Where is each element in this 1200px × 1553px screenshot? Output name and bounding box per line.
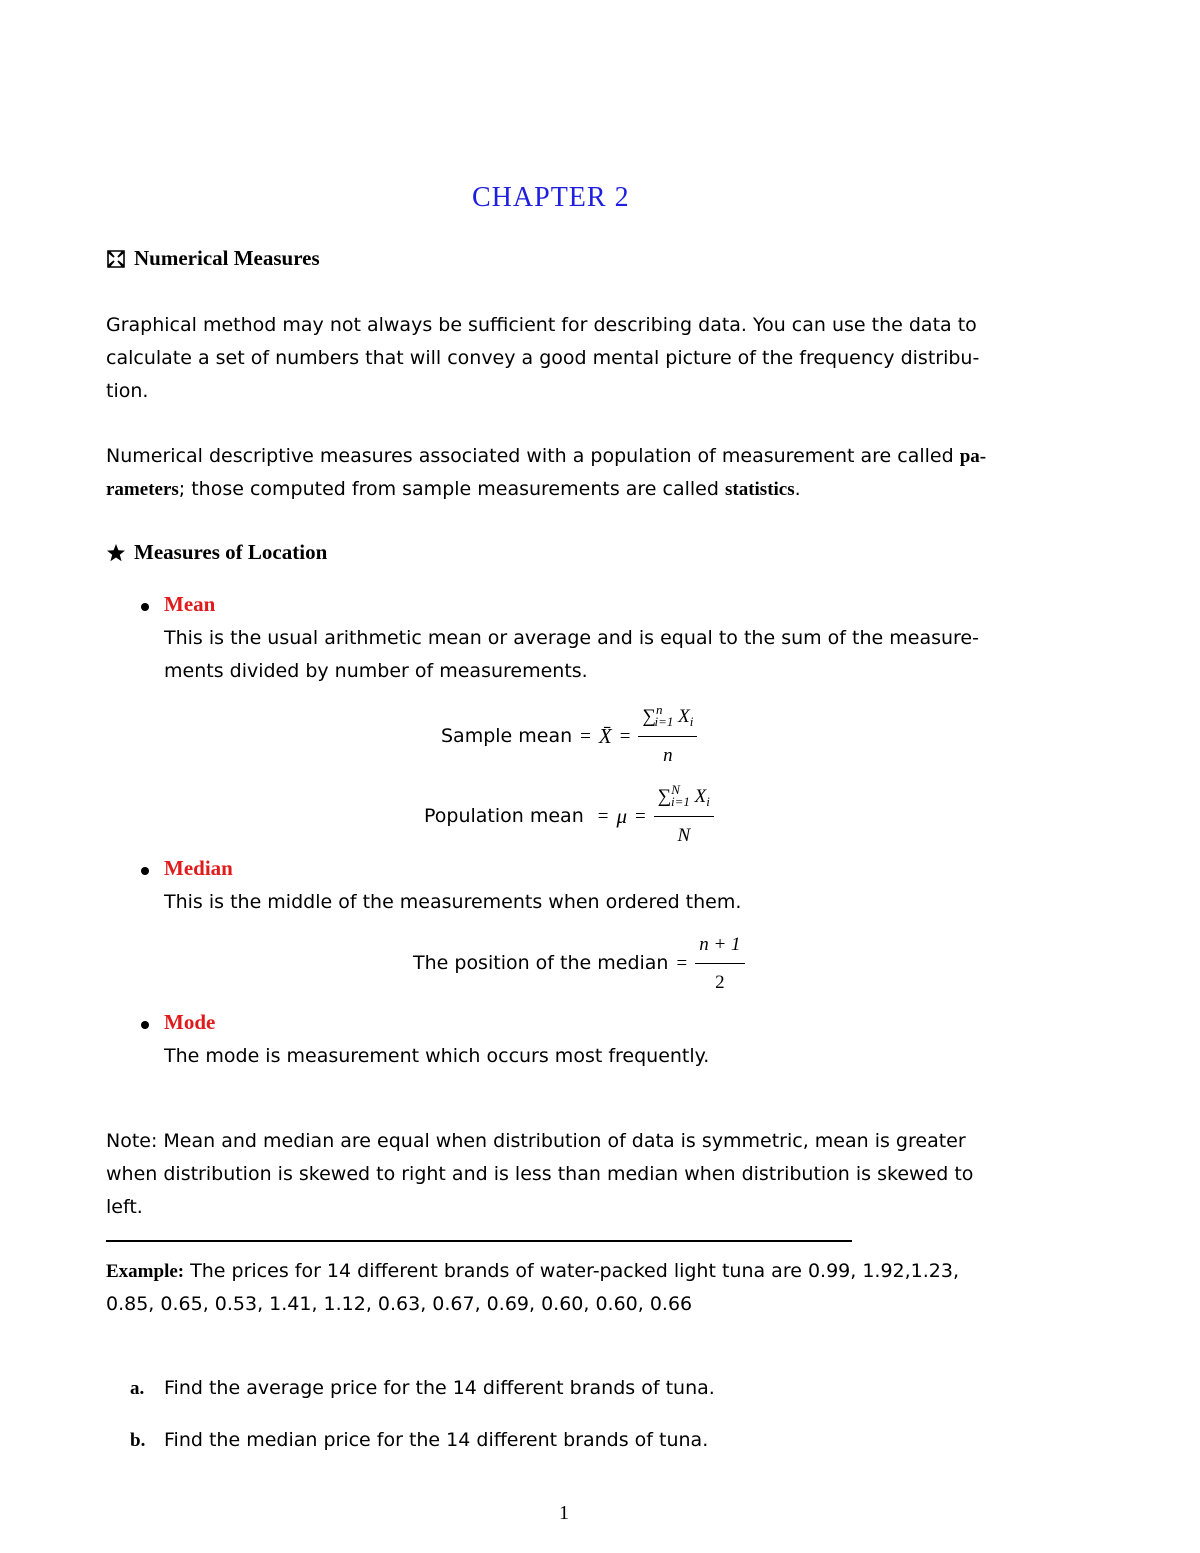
sample-mean-symbol: X̄: [598, 723, 612, 748]
item-a: [130, 1372, 715, 1405]
population-mean-formula: [424, 780, 714, 852]
location-heading: Measures of Location: [134, 540, 328, 564]
sum-variable-index: i: [689, 714, 694, 729]
note-line-3: left.: [106, 1196, 143, 1218]
median-formula-label: The position of the median: [413, 952, 669, 974]
mode-heading: Mode: [164, 1010, 216, 1034]
item-b-label: b.: [130, 1430, 146, 1451]
median-heading: Median: [164, 856, 233, 880]
item-b-text: Find the median price for the 14 different brands of tuna.: [164, 1429, 709, 1451]
mean-line-1: This is the usual arithmetic mean or average and is equal to the sum of the measure-: [164, 627, 979, 649]
parameters-paragraph: [106, 440, 1026, 506]
example-text-1: The prices for 14 different brands of water-packed light tuna are 0.99, 1.92,1.23,: [184, 1260, 960, 1282]
population-mean-label: Population mean: [424, 804, 584, 827]
mean-bullet: [141, 603, 149, 611]
sum-lower-limit: i=1: [654, 714, 674, 729]
parameters-text-1: Numerical descriptive measures associated with a population of measurement are called: [106, 445, 960, 467]
separator-rule: [106, 1240, 852, 1242]
equals-sign-4: =: [635, 805, 646, 827]
sample-mean-label: Sample mean: [441, 724, 573, 747]
chapter-title: CHAPTER 2: [472, 182, 630, 213]
parameters-end: .: [794, 478, 801, 500]
sample-mean-numerator: [638, 700, 697, 737]
population-sum-variable-index: i: [706, 794, 710, 809]
equals-sign-5: =: [676, 953, 688, 974]
parameters-term-part1: pa-: [959, 446, 987, 467]
example-line-1: [106, 1255, 1026, 1288]
population-mean-fraction: [654, 780, 714, 852]
intro-line-3: tion.: [106, 380, 149, 402]
population-sum-variable: X: [694, 786, 707, 807]
population-mean-denominator: N: [677, 825, 691, 846]
median-bullet: [141, 867, 149, 875]
mean-heading: Mean: [164, 592, 216, 616]
sigma-symbol-2: ∑: [657, 786, 672, 807]
population-mean-symbol: μ: [616, 803, 628, 828]
note-paragraph: [106, 1125, 1026, 1224]
sample-mean-fraction: [638, 700, 697, 772]
mean-line-2: ments divided by number of measurements.: [164, 660, 588, 682]
intro-line-2: calculate a set of numbers that will convey a good mental picture of the frequency distribu-: [106, 347, 980, 369]
intro-paragraph: [106, 309, 1026, 408]
item-b: [130, 1424, 708, 1457]
note-line-1: Note: Mean and median are equal when distribution of data is symmetric, mean is greater: [106, 1130, 966, 1152]
maltese-cross-icon: [106, 249, 126, 269]
sample-mean-denominator: n: [663, 745, 673, 766]
page-number: 1: [559, 1502, 569, 1524]
section-heading-row: [106, 246, 320, 271]
star-icon: [106, 543, 126, 563]
note-line-2: when distribution is skewed to right and is less than median when distribution is skewed to: [106, 1163, 974, 1185]
parameters-term-part2: rameters: [106, 479, 179, 500]
item-a-text: Find the average price for the 14 different brands of tuna.: [164, 1377, 715, 1399]
equals-sign-3: =: [597, 805, 609, 827]
example-line-2: 0.85, 0.65, 0.53, 1.41, 1.12, 0.63, 0.67, 0.69, 0.60, 0.60, 0.66: [106, 1293, 693, 1315]
median-denominator: 2: [715, 972, 725, 993]
median-formula: [413, 928, 745, 999]
sigma-symbol: ∑: [642, 706, 656, 727]
population-sum-upper-limit: N: [671, 782, 680, 797]
statistics-term: statistics: [724, 479, 795, 500]
location-heading-row: [106, 540, 327, 565]
sum-variable: X: [678, 706, 690, 727]
item-a-label: a.: [130, 1378, 145, 1399]
parameters-line-1: [106, 440, 1026, 473]
section-heading: Numerical Measures: [134, 246, 320, 270]
population-mean-numerator: [654, 780, 714, 817]
equals-sign: =: [580, 725, 591, 747]
sample-mean-formula: [441, 700, 697, 772]
intro-line-1: Graphical method may not always be sufficient for describing data. You can use the data to: [106, 314, 977, 336]
mean-description: [164, 622, 1026, 688]
example-label: Example:: [106, 1261, 185, 1282]
parameters-text-2: ; those computed from sample measurements are called: [178, 478, 725, 500]
example-paragraph: [106, 1255, 1026, 1321]
median-line-1: This is the middle of the measurements when ordered them.: [164, 891, 742, 913]
median-numerator: n + 1: [695, 928, 744, 964]
mode-bullet: [141, 1021, 149, 1029]
population-sum-lower-limit: i=1: [670, 794, 690, 809]
sum-upper-limit: n: [655, 702, 663, 717]
median-fraction: [695, 928, 744, 999]
parameters-line-2: [106, 473, 1026, 506]
mode-line-1: The mode is measurement which occurs most frequently.: [164, 1045, 710, 1067]
equals-sign-2: =: [619, 725, 631, 747]
